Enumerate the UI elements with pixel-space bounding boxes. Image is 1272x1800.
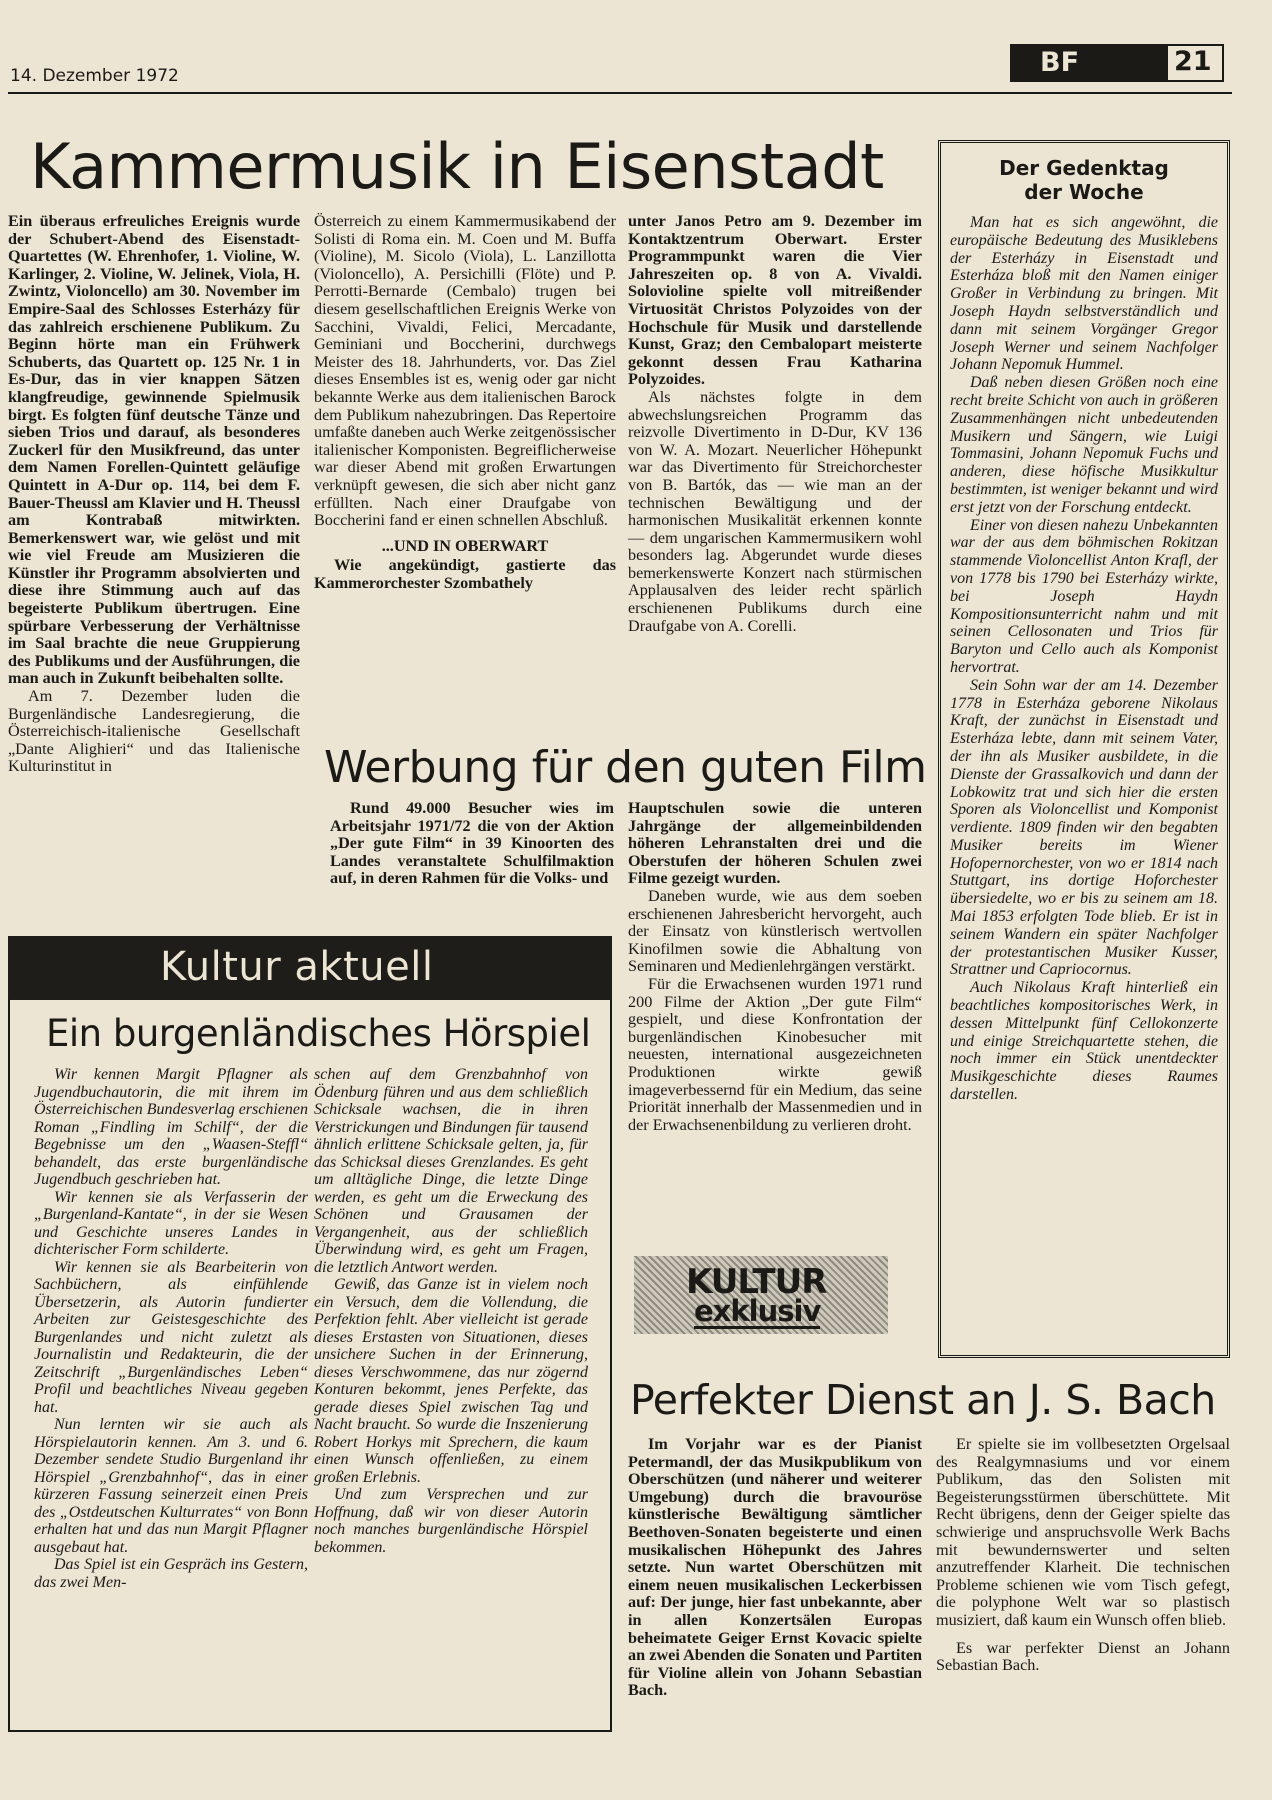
main-paragraph: unter Janos Petro am 9. Dezember im Kontaktzentrum Oberwart. Erster Programmpunkt waren die Vier Jahreszeiten op. 8 von A. Vivaldi. Solovioline spielte voll mitreißender Virtuosität Christos Polyzoides von der Hochschule für Musik und darstellende Kunst, Graz; den Cembalopart meisterte gekonnt dessen Frau Katharina Polyzoides. [628, 212, 922, 389]
hoerspiel-paragraph: Wir kennen Margit Pflagner als Jugendbuchautorin, die mit ihrem im Österreichischen Bundesverlag erschienen Roman „Findling im Schilf“, der die Begebnisse um den „Waasen-Steffl“ behandelt, das erste burgenländische Jugendbuch geschrieben hat. [34, 1066, 308, 1188]
main-paragraph: Am 7. Dezember luden die Burgenländische Landesregierung, die Österreichisch-italienische Gesellschaft „Dante Alighieri“ und das Italienische Kulturinstitut in [8, 687, 300, 776]
hoerspiel-headline: Ein burgenländisches Hörspiel [46, 1012, 591, 1055]
film-article-col1 [330, 800, 614, 888]
main-lead-paragraph: Ein überaus erfreuliches Ereignis wurde der Schubert-Abend des Eisenstadt-Quartettes (W. Ehrenhofer, 1. Violine, W. Karlinger, 2. Violine, W. Jelinek, Viola, H. Zwintz, Violoncello) am 30. November im Empire-Saal des Schlosses Esterházy für das zahlreich erschienene Publikum. Zu Beginn hörte man ein Frühwerk Schuberts, das Quartett op. 125 Nr. 1 in Es-Dur, das in vier knappen Sätzen klangfreudige, gewinnende Spielmusik birgt. Es folgten fünf deutsche Tänze und sieben Trios und darauf, als besonderes Zuckerl für den Musikfreund, das unter dem Namen Forellen-Quintett geläufige Quintett in A-Dur op. 114, bei dem F. Bauer-Theussl am Klavier und H. Theussl am Kontrabaß mitwirkten. Bemerkenswert war, wie gelöst und mit wie viel Freude am Musizieren die Künstler ihr Programm absolvierten und diese ihre Stimmung auch auf das begeisterte Publikum übertrugen. Eine spürbare Verbesserung der Verhältnisse im Saal brachte die neue Gruppierung des Publikums und der Ausführungen, die man auch in Zukunft beibehalten sollte. [8, 212, 300, 688]
hoerspiel-paragraph: Das Spiel ist ein Gespräch ins Gestern, das zwei Men- [34, 1556, 308, 1591]
film-paragraph: Hauptschulen sowie die unteren Jahrgänge der allgemeinbildenden höheren Lehranstalten drei und die Oberstufen der höheren Schulen zwei Filme gezeigt wurden. [628, 799, 922, 888]
sidebar-paragraph: Daß neben diesen Größen noch eine recht breite Schicht von auch in größeren Zusammenhängen nicht unbedeutenden Musikern und Sängern, wie Luigi Tommasini, Johann Nepomuk Fuchs und anderen, diese höfische Musikkultur bestimmten, ist weniger bekannt und wird erst jetzt von der Forschung entdeckt. [950, 374, 1218, 516]
bach-paragraph: Im Vorjahr war es der Pianist Petermandl, der das Musikpublikum von Oberschützen (und näherer und weiterer Umgebung) durch die bravouröse künstlerische Bewältigung sämtlicher Beethoven-Sonaten begeisterte und einen musikalischen Höhepunkt des Jahres setzte. Nun wartet Oberschützen mit einem neuen musikalischen Leckerbissen auf: Der junge, hier fast unbekannte, aber in allen Konzertsälen Europas beheimatete Geiger Ernst Kovacic spielte an zwei Abenden die Sonaten und Partiten für Violine allein von Johann Sebastian Bach. [628, 1435, 922, 1700]
film-paragraph: Rund 49.000 Besucher wies im Arbeitsjahr 1971/72 die von der Aktion „Der gute Film“ in 39 Kinoorten des Landes veranstaltete Schulfilmaktion auf, in deren Rahmen für die Volks- und [330, 799, 614, 888]
sidebar-text [950, 214, 1218, 1104]
main-article-col2 [314, 213, 616, 592]
hoerspiel-paragraph: Wir kennen sie als Verfasserin der „Burgenland-Kantate“, in der sie Wesen und Geschichte unseres Landes in dichterischer Form schilderte. [34, 1188, 308, 1258]
kultur-aktuell-label: Kultur aktuell [160, 944, 434, 990]
main-headline: Kammermusik in Eisenstadt [30, 130, 884, 203]
bach-col2 [936, 1436, 1230, 1675]
film-headline: Werbung für den guten Film [324, 742, 927, 793]
kultur-exklusiv-line1: KULTUR [686, 1262, 827, 1302]
header-rule [8, 92, 1232, 94]
sidebar-title-line: der Woche [1024, 180, 1144, 204]
hoerspiel-paragraph: Wir kennen sie als Bearbeiterin von Sachbüchern, als einfühlende Übersetzerin, als Autorin fundierter Arbeiten zur Geistesgeschichte des Burgenlandes und nicht zuletzt als Journalistin und Redakteurin, die der Zeitschrift „Burgenländisches Leben“ Profil und beachtliches Niveau gegeben hat. [34, 1258, 308, 1416]
sidebar-paragraph: Auch Nikolaus Kraft hinterließ ein beachtliches kompositorisches Werk, in dessen Mittelpunkt fünf Cellokonzerte und einige Streichquartette stehen, die noch immer ein Stück unentdeckter Musikgeschichte dieses Raumes darstellen. [950, 979, 1218, 1104]
bach-headline: Perfekter Dienst an J. S. Bach [630, 1376, 1216, 1424]
main-subhead: ...UND IN OBERWART [381, 536, 549, 555]
main-article-col3 [628, 213, 922, 635]
page-number: 21 [1174, 46, 1212, 77]
main-paragraph: Als nächstes folgte in dem abwechslungsreichen Programm das reizvolle Divertimento in D-Dur, KV 136 von W. A. Mozart. Neuerlicher Höhepunkt war das Divertimento für Streichorchester von B. Bartók, das — wie man an der technischen Bewältigung und der harmonischen Musikalität erkennen konnte — dem ungarischen Kammermusikern wohl besonders lag. Abgerundet wurde dieses bemerkenswerte Konzert nach stürmischen Applausalven des leider recht spärlich erschienenen Publikums durch eine Draufgabe von A. Corelli. [628, 387, 922, 635]
bach-paragraph: Er spielte sie im vollbesetzten Orgelsaal des Realgymnasiums und vor einem Publikum, das den Solisten mit Begeisterungsstürmen überschüttete. Mit Recht übrigens, denn der Geiger spielte das schwierige und anspruchsvolle Werk Bachs mit bewundernswerter und selten anzutreffender Klarheit. Die technischen Probleme schienen wie vom Tisch gefegt, die polyphone Welt war so plastisch musiziert, daß kaum ein Wunsch offen blieb. [936, 1435, 1230, 1629]
sidebar-paragraph: Einer von diesen nahezu Unbekannten war der aus dem böhmischen Rokitzan stammende Violoncellist Anton Krafl, der von 1778 bis 1790 bei Esterházy wirkte, bei Joseph Haydn Kompositionsunterricht nahm und mit seinen Cellosonaten und Trios für Baryton und Cello auch als Komponist hervortrat. [950, 516, 1218, 676]
main-paragraph: Wie angekündigt, gastierte das Kammerorchester Szombathely [314, 556, 616, 592]
film-paragraph: Für die Erwachsenen wurden 1971 rund 200 Filme der Aktion „Der gute Film“ gespielt, und diese Konfrontation der burgenländischen Kinobesucher mit neuesten, international ausgezeichneten Produktionen wirkte gewiß imageverbessernd für ein Medium, das seine Priorität innerhalb der Massenmedien und in der Erwachsenenbildung zu verlieren droht. [628, 974, 922, 1134]
hoerspiel-paragraph: Und zum Versprechen und zur Hoffnung, daß wir von dieser Autorin noch manches burgenländische Hörspiel bekommen. [314, 1486, 588, 1556]
hoerspiel-col2 [314, 1066, 588, 1556]
sidebar-paragraph: Sein Sohn war der am 14. Dezember 1778 in Esterháza geborene Nikolaus Kraft, der zunächst in Eisenstadt und Esterháza lebte, dann mit seinem Vater, der ihn als Musiker ausbildete, in die Dienste der Grassalkovich und dann der Lobkowitz trat und sich hier die ersten Sporen als Violoncellist und Komponist verdiente. 1809 finden wir den begabten Musiker bereits im Wiener Hofopernorchester, von wo er 1814 nach Stuttgart, ins dortige Hoforchester übersiedelte, wo er bis zu seinem am 18. Mai 1853 erfolgten Tode blieb. Er ist in seinem Wandern ein später Nachfolger der protestantischen Musiker Kusser, Strattner und Capriocornus. [950, 676, 1218, 979]
bach-paragraph: Es war perfekter Dienst an Johann Sebastian Bach. [936, 1638, 1230, 1675]
main-paragraph: Österreich zu einem Kammermusikabend der Solisti di Roma ein. M. Coen und M. Buffa (Violine), M. Sicolo (Viola), L. Lanzillotta (Violoncello), A. Persichilli (Flöte) und P. Perrotti-Bernarde (Cembalo) trugen bei diesem gesellschaftlichen Ereignis Werke von Sacchini, Vivaldi, Felici, Mercadante, Geminiani und Boccherini, durchwegs Meister des 18. Jahrhunderts, vor. Das Ziel dieses Ensembles ist es, wenig oder gar nicht bekannte Werke aus dem italienischen Barock dem Publikum nahezubringen. Das Repertoire umfaßte daneben auch Werke zeitgenössischer italienischer Komponisten. Begreiflicherweise war dieser Abend mit großen Erwartungen verknüpft gewesen, die sich aber nicht ganz erfüllten. Nach einer Draufgabe von Boccherini fand er einen schnellen Abschluß. [314, 212, 616, 530]
hoerspiel-col1 [34, 1066, 308, 1591]
bach-col1 [628, 1436, 922, 1700]
hoerspiel-paragraph: schen auf dem Grenzbahnhof von Ödenburg führen und aus dem schließlich Schicksale wachsen, die in ihren Verstrickungen und Bindungen für tausend ähnlich erlittene Schicksale gelten, ja, für das Schicksal dieses Grenzlandes. Es geht um alltägliche Dinge, die letzte Dinge werden, es geht um die Erweckung des Schönen und Grausamen der Vergangenheit, aus der schließlich Überwindung wird, es geht um Fragen, die letztlich Antwort werden. [314, 1066, 588, 1276]
hoerspiel-paragraph: Gewiß, das Ganze ist in vielem noch ein Versuch, dem die Vollendung, die Perfektion fehlt. Aber vielleicht ist gerade dieses Erstasten von Situationen, dieses unsichere Suchen in der Erinnerung, dieses Verschwommene, das nur zögernd Konturen bekommt, jenes Perfekte, das gerade dieses Spiel zwischen Tag und Nacht braucht. So wurde die Inszenierung Robert Horkys mit Sprechern, die kaum einen Wunsch offenließen, zu einem großen Erlebnis. [314, 1276, 588, 1486]
sidebar-paragraph: Man hat es sich angewöhnt, die europäische Bedeutung des Musiklebens der Esterházy in Eisenstadt und Esterháza bloß mit den Namen einiger Großer in Verbindung zu bringen. Mit Joseph Haydn selbstverständlich und dann mit seinem Vorgänger Gregor Joseph Werner und seinem Nachfolger Johann Nepomuk Hummel. [950, 214, 1218, 374]
hoerspiel-paragraph: Nun lernten wir sie auch als Hörspielautorin kennen. Am 3. und 6. Dezember sendete Studio Burgenland ihr Hörspiel „Grenzbahnhof“, das in einer kürzeren Fassung seinerzeit einen Preis des „Ostdeutschen Kulturrates“ von Bonn erhalten hat und das nun Margit Pflagner ausgebaut hat. [34, 1416, 308, 1556]
main-article-col1 [8, 213, 300, 776]
section-badge [1010, 44, 1166, 82]
film-article-col2 [628, 800, 922, 1134]
section-label: BF [1040, 47, 1080, 78]
film-paragraph: Daneben wurde, wie aus dem soeben erschienenen Jahresbericht hervorgeht, auch der Einsatz von künstlerisch wertvollen Kinofilmen sowie die Abhaltung von Seminaren und Medienlehrgängen verstärkt. [628, 886, 922, 976]
issue-date: 14. Dezember 1972 [10, 66, 179, 86]
kultur-exklusiv-line2: exklusiv [694, 1294, 821, 1328]
sidebar-title-line: Der Gedenktag [999, 156, 1169, 180]
sidebar-title [944, 156, 1224, 204]
